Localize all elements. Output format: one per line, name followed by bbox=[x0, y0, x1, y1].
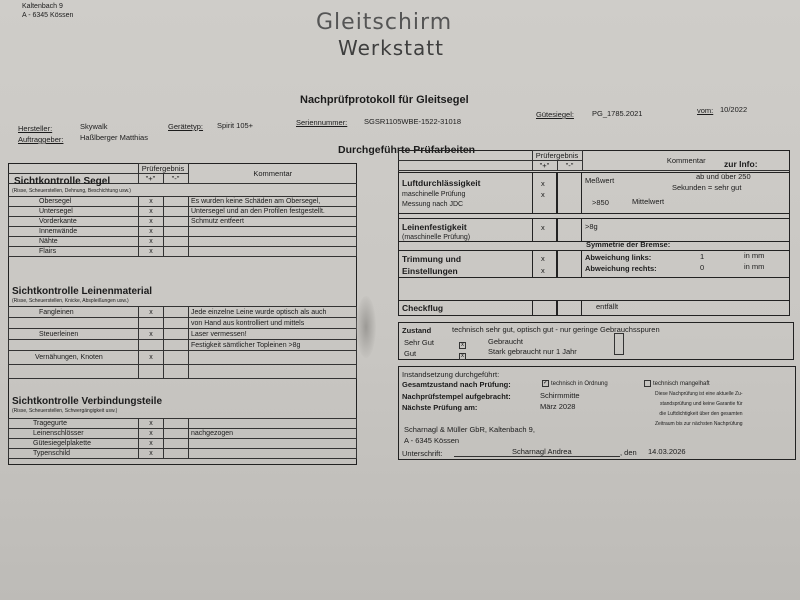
leinen-row-comment: von Hand aus kontrolliert und mittels bbox=[189, 318, 357, 329]
leinen-row-label: Fangleinen bbox=[9, 307, 139, 318]
luft-info1: ab und über 250 bbox=[696, 172, 751, 181]
table-row bbox=[9, 197, 357, 207]
section-title: Durchgeführte Prüfarbeiten bbox=[338, 144, 476, 156]
checkflug-value: entfällt bbox=[596, 302, 619, 311]
trimmung-plus1: x bbox=[541, 254, 545, 263]
segel-title: Sichtkontrolle Segel bbox=[14, 176, 111, 187]
luft-plus2: x bbox=[541, 190, 545, 199]
luft-info2: Sekunden = sehr gut bbox=[672, 183, 742, 192]
segel-row-label: Nähte bbox=[9, 237, 139, 247]
table-row bbox=[9, 439, 357, 449]
vom-value: 10/2022 bbox=[720, 105, 748, 114]
segel-row-comment bbox=[189, 247, 357, 257]
sign-line bbox=[454, 456, 620, 457]
page-title: Nachprüfprotokoll für Gleitsegel bbox=[300, 94, 469, 106]
auftraggeber-value: Haßlberger Matthias bbox=[80, 133, 148, 142]
right-minus-header: "-" bbox=[557, 161, 582, 171]
verbindung-sub: (Risse, Scheuerstellen, Schwergängigkeit usw.) bbox=[12, 408, 118, 414]
zustand-stark: Stark gebraucht nur 1 Jahr bbox=[488, 347, 577, 356]
stark-checkbox bbox=[614, 333, 624, 355]
luft-line3: Messung nach JDC bbox=[402, 201, 464, 208]
stempel-value: Schirmmitte bbox=[540, 391, 580, 400]
luft-plus1: x bbox=[541, 179, 545, 188]
segel-row-plus: x bbox=[139, 207, 164, 217]
verbindung-row-label: Typenschild bbox=[9, 449, 139, 459]
den-label: , den bbox=[620, 448, 637, 457]
table-row bbox=[9, 329, 357, 340]
sign-name: Scharnagl Andrea bbox=[512, 447, 572, 456]
company-line1: Scharnagl & Müller GbR, Kaltenbach 9, bbox=[404, 425, 535, 434]
leinen-row-label: Steuerleinen bbox=[9, 329, 139, 340]
table-row bbox=[9, 351, 357, 365]
table-row bbox=[9, 307, 357, 318]
leinen-row-plus: x bbox=[139, 351, 164, 365]
hersteller-value: Skywalk bbox=[80, 122, 108, 131]
abweichung-rechts-unit: in mm bbox=[744, 262, 765, 271]
disclaimer-note: Diese Nachprüfung ist eine aktuelle Zu- standsprüfung und keine Garantie für die Luftdichtigkeit über den gesamten Zeitraum bis zur nächsten Nachprüfung bbox=[655, 391, 743, 427]
verbindung-row-plus: x bbox=[139, 439, 164, 449]
address-line2: A - 6345 Kössen bbox=[22, 12, 74, 19]
symmetrie-label: Symmetrie der Bremse: bbox=[586, 240, 671, 249]
trimmung-title1: Trimmung und bbox=[402, 254, 462, 264]
leinen-row-label: Vernähungen, Knoten bbox=[9, 351, 139, 365]
verbindung-row-label: Gütesiegelplakette bbox=[9, 439, 139, 449]
zur-info-label: zur Info: bbox=[724, 159, 758, 169]
mangel-option: technisch mangelhaft bbox=[644, 380, 710, 387]
seriennummer-value: SGSR1105WBE-1522-31018 bbox=[364, 117, 462, 126]
zustand-sehr-gut: Sehr Gut bbox=[404, 338, 435, 347]
leinenfestigkeit-plus: x bbox=[541, 223, 545, 232]
segel-row-label: Vorderkante bbox=[9, 217, 139, 227]
segel-table bbox=[8, 196, 357, 257]
verbindung-row-plus: x bbox=[139, 449, 164, 459]
luft-value: >850 bbox=[592, 198, 609, 207]
table-row bbox=[9, 207, 357, 217]
left-pruefergebnis-label: Prüfergebnis bbox=[138, 164, 188, 174]
segel-row-plus: x bbox=[139, 197, 164, 207]
ok-option: ✓ technisch in Ordnung bbox=[543, 380, 608, 388]
verbindung-table bbox=[8, 418, 357, 459]
right-kommentar-header: Kommentar bbox=[582, 151, 790, 171]
table-row bbox=[9, 429, 357, 439]
geraetetyp-value: Spirit 105+ bbox=[217, 121, 254, 130]
segel-row-label: Obersegel bbox=[9, 197, 139, 207]
hersteller-label: Hersteller: bbox=[18, 124, 53, 133]
next-label: Nächste Prüfung am: bbox=[402, 403, 478, 412]
verbindung-row-comment bbox=[189, 439, 357, 449]
company-line2: A - 6345 Kössen bbox=[404, 436, 460, 445]
left-minus-header: "-" bbox=[163, 174, 188, 184]
logo-line2: Werkstatt bbox=[338, 36, 444, 60]
address-block bbox=[22, 2, 73, 20]
segel-sub: (Risse, Scheuerstellen, Dehnung, Beschichtung usw.) bbox=[12, 188, 131, 194]
leinen-table bbox=[8, 306, 357, 379]
guetesiegel-value: PG_1785.2021 bbox=[592, 109, 643, 118]
verbindung-row-label: Leinenschlösser bbox=[9, 429, 139, 439]
next-value: März 2028 bbox=[540, 402, 576, 411]
gesamt-label: Gesamtzustand nach Prüfung: bbox=[402, 380, 511, 389]
luft-messwert: Meßwert bbox=[585, 176, 615, 185]
table-row bbox=[9, 340, 357, 351]
luft-title: Luftdurchlässigkeit bbox=[402, 178, 481, 188]
segel-row-label: Flairs bbox=[9, 247, 139, 257]
logo-line1: Gleitschirm bbox=[316, 10, 453, 35]
paper-smudge bbox=[356, 296, 376, 358]
luft-mittelwert: Mittelwert bbox=[632, 197, 665, 206]
abweichung-rechts-value: 0 bbox=[700, 263, 705, 272]
den-value: 14.03.2026 bbox=[648, 447, 686, 456]
verbindung-row-comment bbox=[189, 449, 357, 459]
address-line1: Kaltenbach 9 bbox=[22, 3, 63, 10]
verbindung-row-comment bbox=[189, 419, 357, 429]
seriennummer-label: Seriennummer: bbox=[296, 118, 348, 127]
leinen-row-comment: Jede einzelne Leine wurde optisch als auch bbox=[189, 307, 357, 318]
trimmung-title2: Einstellungen bbox=[402, 266, 458, 276]
table-row bbox=[9, 419, 357, 429]
trimmung-plus2: x bbox=[541, 266, 545, 275]
segel-row-plus: x bbox=[139, 237, 164, 247]
checkflug-label: Checkflug bbox=[402, 303, 444, 313]
leinen-row-comment: Festigkeit sämtlicher Topleinen >8g bbox=[189, 340, 357, 351]
guetesiegel-label: Gütesiegel: bbox=[536, 110, 574, 119]
zustand-gebraucht: Gebraucht bbox=[488, 337, 524, 346]
zustand-desc: technisch sehr gut, optisch gut - nur geringe Gebrauchsspuren bbox=[452, 325, 660, 334]
sehr-gut-checkbox: x bbox=[461, 342, 464, 349]
verbindung-row-plus: x bbox=[139, 429, 164, 439]
abweichung-links-unit: in mm bbox=[744, 251, 765, 260]
abweichung-links-label: Abweichung links: bbox=[585, 253, 652, 262]
right-pruefergebnis-label: Prüfergebnis bbox=[532, 151, 582, 161]
left-kommentar-header: Kommentar bbox=[188, 164, 357, 184]
geraetetyp-label: Gerätetyp: bbox=[168, 122, 204, 131]
abweichung-links-value: 1 bbox=[700, 252, 705, 261]
verbindung-row-label: Tragegurte bbox=[9, 419, 139, 429]
segel-row-comment: Untersegel und an den Profilen festgestellt. bbox=[189, 207, 357, 217]
segel-row-plus: x bbox=[139, 247, 164, 257]
zustand-gut: Gut bbox=[404, 349, 417, 358]
leinenfestigkeit-sub: (maschinelle Prüfung) bbox=[402, 234, 471, 241]
segel-row-comment bbox=[189, 237, 357, 247]
segel-row-comment bbox=[189, 227, 357, 237]
stempel-label: Nachprüfstempel aufgebracht: bbox=[402, 392, 511, 401]
table-row bbox=[9, 237, 357, 247]
left-plus-header: "+" bbox=[138, 174, 163, 184]
table-row bbox=[9, 318, 357, 329]
segel-row-plus: x bbox=[139, 217, 164, 227]
segel-row-comment: Schmutz entfeert bbox=[189, 217, 357, 227]
vom-label: vom: bbox=[697, 106, 714, 115]
leinen-title: Sichtkontrolle Leinenmaterial bbox=[12, 286, 153, 297]
segel-row-label: Untersegel bbox=[9, 207, 139, 217]
verbindung-row-plus: x bbox=[139, 419, 164, 429]
table-row bbox=[9, 217, 357, 227]
leinen-row-plus: x bbox=[139, 329, 164, 340]
zustand-label: Zustand bbox=[402, 326, 432, 335]
segel-row-plus: x bbox=[139, 227, 164, 237]
abweichung-rechts-label: Abweichung rechts: bbox=[585, 264, 657, 273]
right-plus-header: "+" bbox=[532, 161, 557, 171]
table-row bbox=[9, 449, 357, 459]
verbindung-title: Sichtkontrolle Verbindungsteile bbox=[12, 396, 163, 407]
checkflug-block bbox=[398, 300, 790, 316]
leinen-row-comment: Laser vermessen! bbox=[189, 329, 357, 340]
gut-checkbox: x bbox=[461, 353, 464, 360]
auftraggeber-label: Auftraggeber: bbox=[18, 135, 64, 144]
leinenfestigkeit-value: >8g bbox=[585, 222, 598, 231]
segel-row-comment: Es wurden keine Schäden am Obersegel, bbox=[189, 197, 357, 207]
table-row bbox=[9, 247, 357, 257]
table-row bbox=[9, 227, 357, 237]
leinen-sub: (Risse, Scheuerstellen, Knicke, Abspleißungen usw.) bbox=[12, 298, 129, 304]
segel-row-label: Innenwände bbox=[9, 227, 139, 237]
sign-label: Unterschrift: bbox=[402, 449, 443, 458]
luft-line2: maschinelle Prüfung bbox=[402, 191, 466, 198]
verbindung-row-comment: nachgezogen bbox=[189, 429, 357, 439]
instand-line1: Instandsetzung durchgeführt: bbox=[402, 370, 500, 379]
leinenfestigkeit-title: Leinenfestigkeit bbox=[402, 222, 467, 232]
leinen-row-plus: x bbox=[139, 307, 164, 318]
